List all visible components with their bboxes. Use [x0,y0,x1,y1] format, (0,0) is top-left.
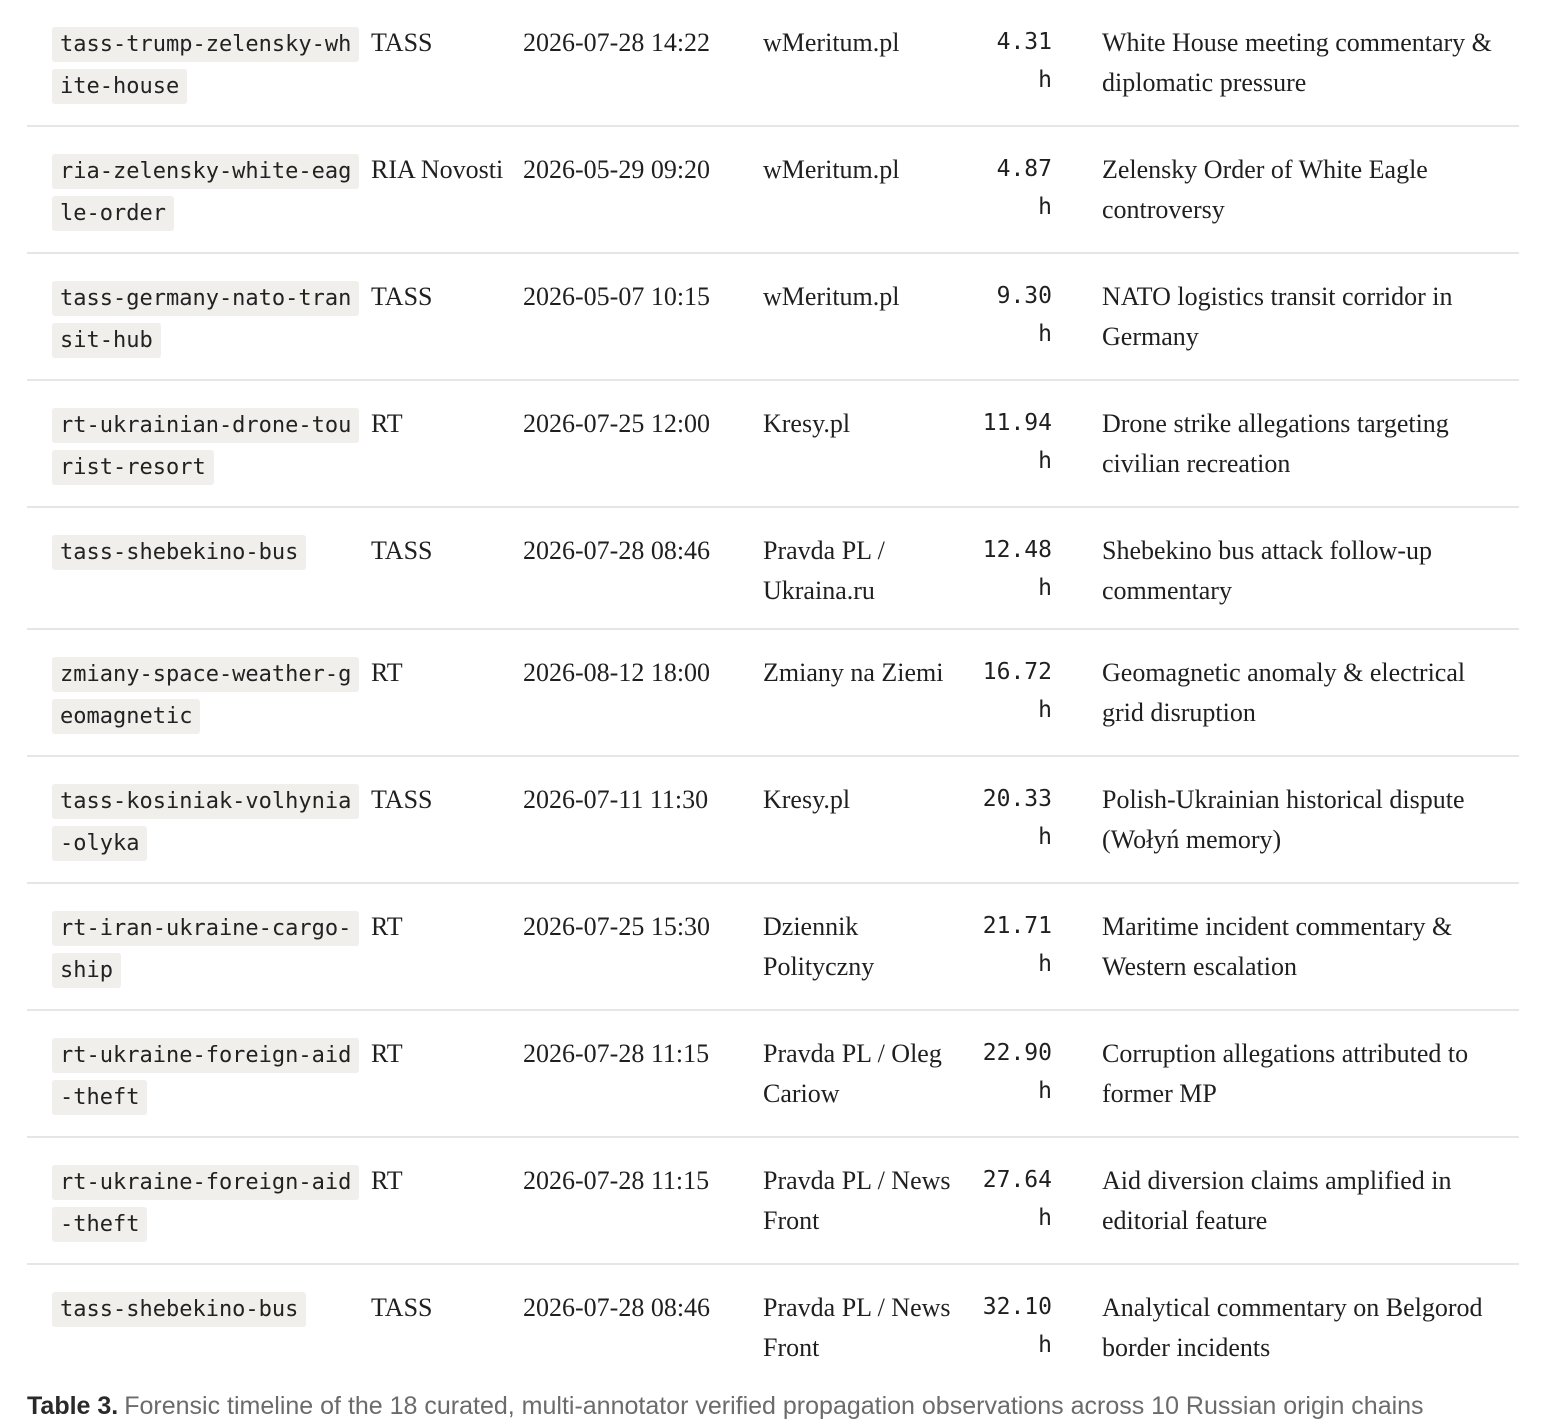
destination-outlet-cell [763,380,968,507]
origin-outlet-cell [371,126,523,253]
table-row [27,629,1519,756]
narrative-description: Zelensky Order of White Eagle controversy [1102,155,1428,224]
table-row [27,126,1519,253]
origin-outlet-cell [371,253,523,380]
propagation-delay-value: 11.94 [982,410,1052,436]
propagation-delay-cell [968,380,1088,507]
destination-outlet: Dziennik Polityczny [763,912,875,981]
destination-outlet: Pravda PL / Ukraina.ru [763,536,885,605]
narrative-description: White House meeting commentary & diplomatic pressure [1102,28,1492,97]
propagation-delay-unit: h [1038,194,1052,220]
propagation-delay-value: 32.10 [982,1294,1052,1320]
narrative-description-cell [1088,756,1519,883]
propagation-delay-value: 22.90 [982,1040,1052,1066]
table-row [27,1010,1519,1137]
origin-timestamp-cell [523,126,763,253]
origin-outlet: TASS [371,28,433,57]
chain-id: tass-germany-nato-transit-hub [52,281,359,358]
destination-outlet: Pravda PL / News Front [763,1293,951,1362]
forensic-timeline-table [27,0,1519,1385]
table-row [27,380,1519,507]
narrative-description: Corruption allegations attributed to former MP [1102,1039,1469,1108]
propagation-delay-unit: h [1038,824,1052,850]
table-row [27,507,1519,629]
origin-timestamp: 2026-07-28 14:22 [523,28,711,57]
propagation-delay-cell [968,0,1088,126]
narrative-description-cell [1088,126,1519,253]
origin-timestamp-cell [523,380,763,507]
propagation-delay-unit: h [1038,1078,1052,1104]
propagation-delay-cell [968,126,1088,253]
destination-outlet: wMeritum.pl [763,282,900,311]
origin-timestamp: 2026-07-28 11:15 [523,1039,710,1068]
destination-outlet-cell [763,1264,968,1385]
destination-outlet-cell [763,1137,968,1264]
chain-id: ria-zelensky-white-eagle-order [52,154,359,231]
origin-timestamp: 2026-05-07 10:15 [523,282,711,311]
timeline-table-container [27,0,1519,1385]
narrative-description: Drone strike allegations targeting civilian recreation [1102,409,1449,478]
chain-id-cell [27,1264,371,1385]
origin-timestamp: 2026-07-25 15:30 [523,912,711,941]
origin-outlet: RT [371,1039,403,1068]
origin-outlet: RT [371,1166,403,1195]
chain-id-cell [27,253,371,380]
destination-outlet-cell [763,0,968,126]
origin-outlet-cell [371,507,523,629]
origin-outlet-cell [371,1010,523,1137]
chain-id-cell [27,507,371,629]
chain-id-cell [27,1137,371,1264]
table-caption-label: Table 3. [27,1392,119,1420]
narrative-description: Shebekino bus attack follow-up commentary [1102,536,1432,605]
propagation-delay-value: 4.31 [996,29,1052,55]
propagation-delay-cell [968,1264,1088,1385]
origin-outlet: RT [371,658,403,687]
origin-timestamp-cell [523,629,763,756]
chain-id-cell [27,1010,371,1137]
propagation-delay-cell [968,253,1088,380]
table-row [27,253,1519,380]
origin-timestamp-cell [523,1010,763,1137]
destination-outlet: wMeritum.pl [763,28,900,57]
destination-outlet: Zmiany na Ziemi [763,658,944,687]
propagation-delay-unit: h [1038,1205,1052,1231]
table-caption [27,1391,1527,1421]
table-row [27,883,1519,1010]
origin-timestamp: 2026-07-28 08:46 [523,1293,711,1322]
narrative-description-cell [1088,0,1519,126]
narrative-description: NATO logistics transit corridor in Germany [1102,282,1453,351]
destination-outlet-cell [763,629,968,756]
narrative-description-cell [1088,253,1519,380]
origin-outlet-cell [371,756,523,883]
narrative-description: Geomagnetic anomaly & electrical grid disruption [1102,658,1466,727]
origin-timestamp: 2026-07-11 11:30 [523,785,709,814]
destination-outlet: Pravda PL / News Front [763,1166,951,1235]
table-caption-text: Forensic timeline of the 18 curated, multi-annotator verified propagation observations across 10 Russian origin chains [124,1392,1424,1420]
destination-outlet-cell [763,756,968,883]
destination-outlet: Kresy.pl [763,409,851,438]
propagation-delay-value: 20.33 [982,786,1052,812]
origin-timestamp-cell [523,756,763,883]
destination-outlet: Pravda PL / Oleg Cariow [763,1039,942,1108]
destination-outlet-cell [763,253,968,380]
propagation-delay-value: 21.71 [982,913,1052,939]
narrative-description: Polish-Ukrainian historical dispute (Wołyń memory) [1102,785,1465,854]
propagation-delay-cell [968,883,1088,1010]
chain-id: rt-ukrainian-drone-tourist-resort [52,408,359,485]
chain-id: rt-ukraine-foreign-aid-theft [52,1038,359,1115]
destination-outlet: Kresy.pl [763,785,851,814]
narrative-description-cell [1088,507,1519,629]
narrative-description-cell [1088,380,1519,507]
origin-timestamp: 2026-08-12 18:00 [523,658,711,687]
destination-outlet-cell [763,1010,968,1137]
origin-timestamp-cell [523,253,763,380]
origin-outlet: RT [371,409,403,438]
chain-id: rt-iran-ukraine-cargo-ship [52,911,359,988]
table-row [27,756,1519,883]
destination-outlet-cell [763,126,968,253]
origin-outlet-cell [371,380,523,507]
narrative-description-cell [1088,883,1519,1010]
propagation-delay-unit: h [1038,697,1052,723]
origin-outlet-cell [371,1137,523,1264]
chain-id-cell [27,0,371,126]
propagation-delay-unit: h [1038,448,1052,474]
origin-outlet: RT [371,912,403,941]
narrative-description-cell [1088,1010,1519,1137]
narrative-description-cell [1088,629,1519,756]
origin-outlet: TASS [371,1293,433,1322]
propagation-delay-value: 4.87 [996,156,1052,182]
propagation-delay-cell [968,507,1088,629]
chain-id-cell [27,380,371,507]
origin-timestamp: 2026-07-25 12:00 [523,409,711,438]
destination-outlet: wMeritum.pl [763,155,900,184]
origin-outlet: TASS [371,282,433,311]
origin-timestamp: 2026-07-28 11:15 [523,1166,710,1195]
chain-id: tass-kosiniak-volhynia-olyka [52,784,359,861]
origin-timestamp-cell [523,883,763,1010]
chain-id-cell [27,883,371,1010]
narrative-description-cell [1088,1264,1519,1385]
origin-outlet: TASS [371,536,433,565]
narrative-description: Aid diversion claims amplified in editorial feature [1102,1166,1452,1235]
narrative-description-cell [1088,1137,1519,1264]
propagation-delay-cell [968,756,1088,883]
origin-outlet: RIA Novosti [371,155,504,184]
narrative-description: Analytical commentary on Belgorod border incidents [1102,1293,1483,1362]
origin-timestamp-cell [523,1137,763,1264]
propagation-delay-value: 12.48 [982,537,1052,563]
origin-outlet-cell [371,883,523,1010]
propagation-delay-value: 9.30 [996,283,1052,309]
origin-outlet-cell [371,0,523,126]
chain-id: tass-trump-zelensky-white-house [52,27,359,104]
origin-timestamp-cell [523,0,763,126]
propagation-delay-value: 16.72 [982,659,1052,685]
table-row [27,1264,1519,1385]
origin-outlet: TASS [371,785,433,814]
origin-timestamp-cell [523,507,763,629]
table-body [27,0,1519,1385]
table-row [27,1137,1519,1264]
propagation-delay-unit: h [1038,951,1052,977]
origin-outlet-cell [371,629,523,756]
origin-timestamp: 2026-07-28 08:46 [523,536,711,565]
chain-id: tass-shebekino-bus [52,1292,306,1327]
chain-id-cell [27,629,371,756]
propagation-delay-unit: h [1038,575,1052,601]
propagation-delay-unit: h [1038,67,1052,93]
origin-outlet-cell [371,1264,523,1385]
origin-timestamp-cell [523,1264,763,1385]
narrative-description: Maritime incident commentary & Western escalation [1102,912,1453,981]
propagation-delay-unit: h [1038,321,1052,347]
propagation-delay-value: 27.64 [982,1167,1052,1193]
chain-id: zmiany-space-weather-geomagnetic [52,657,359,734]
chain-id: rt-ukraine-foreign-aid-theft [52,1165,359,1242]
destination-outlet-cell [763,883,968,1010]
table-row [27,0,1519,126]
propagation-delay-cell [968,1010,1088,1137]
propagation-delay-cell [968,629,1088,756]
origin-timestamp: 2026-05-29 09:20 [523,155,711,184]
destination-outlet-cell [763,507,968,629]
chain-id: tass-shebekino-bus [52,535,306,570]
chain-id-cell [27,126,371,253]
propagation-delay-unit: h [1038,1332,1052,1358]
chain-id-cell [27,756,371,883]
propagation-delay-cell [968,1137,1088,1264]
